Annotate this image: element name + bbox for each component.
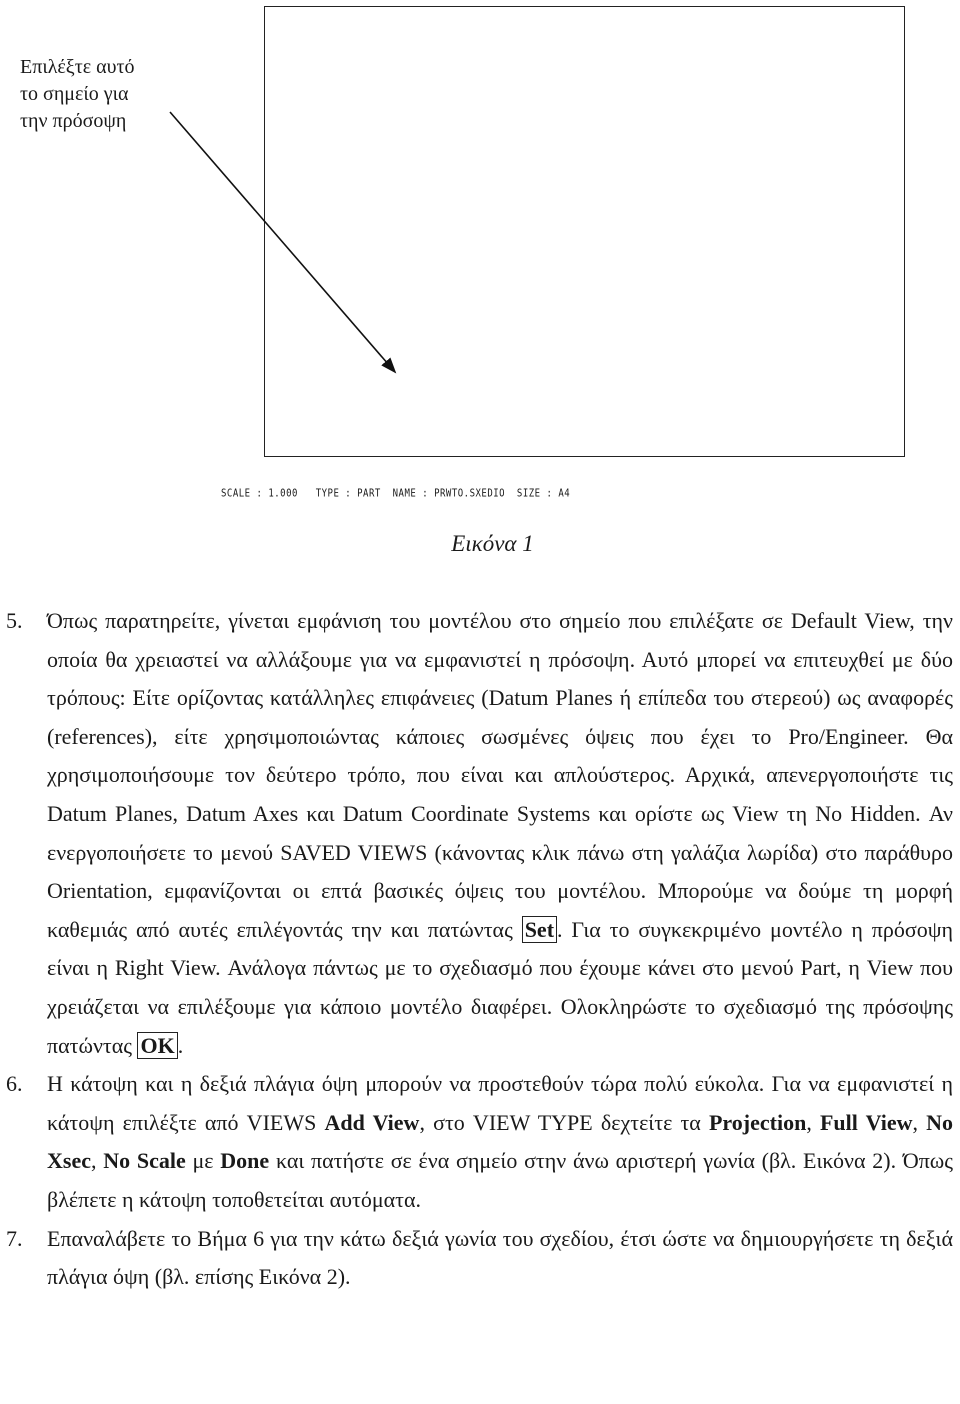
set-button-reference: Set: [522, 916, 557, 943]
step-text-part: ,: [90, 1148, 104, 1174]
menu-command: Full View: [819, 1109, 913, 1135]
figure-caption: Εικόνα 1: [451, 531, 534, 556]
step-text-part: με: [185, 1148, 221, 1174]
ok-button-reference: OK: [137, 1032, 177, 1059]
step-text-part: Η κάτοψη και η δεξιά πλάγια όψη μπορούν να προστεθούν τώρα πολύ εύκολα. Για να εμφανιστεί η κάτοψη επιλέξτε από VIEWS: [47, 1071, 953, 1135]
menu-command: Add View: [324, 1109, 420, 1135]
menu-command: No Scale: [103, 1148, 186, 1174]
step-number: 5.: [6, 608, 23, 633]
step-6: [0, 1065, 960, 1219]
instruction-steps: [0, 602, 960, 1297]
step-7: [0, 1220, 960, 1297]
step-text-part: . Για το συγκεκριμένο μοντέλο η πρόσοψη είναι η Right View. Ανάλογα πάντως με το σχεδιασμό που έχουμε κάνει στο μενού Part, η View που χρειάζεται να επιλέξουμε για κάποιο μοντέλο διαφέρει. Ολοκληρώστε το σχεδιασμό της πρόσοψης πατώντας: [47, 916, 953, 1058]
step-text: [47, 1065, 953, 1219]
menu-command: Done: [220, 1148, 270, 1174]
menu-command: Projection: [708, 1109, 807, 1135]
step-5: [0, 602, 960, 1065]
step-text: Επαναλάβετε το Βήμα 6 για την κάτω δεξιά γωνία του σχεδίου, έτσι ώστε να δημιουργήσετε τη δεξιά πλάγια όψη (βλ. επίσης Εικόνα 2).: [47, 1225, 953, 1290]
menu-command: No Xsec: [47, 1109, 954, 1174]
drawing-status-line: SCALE : 1.000 TYPE : PART NAME : PRWTO.SXEDIO SIZE : A4: [221, 488, 571, 500]
annotation-line: το σημείο για: [20, 83, 129, 105]
step-number: 6.: [6, 1071, 23, 1097]
step-text-part: , στο VIEW TYPE δεχτείτε τα: [419, 1109, 709, 1135]
step-text: [47, 602, 953, 1065]
step-text-part: .: [177, 1032, 184, 1058]
step-number: 7.: [6, 1225, 23, 1251]
step-text-part: ,: [912, 1109, 927, 1135]
annotation-line: την πρόσοψη: [20, 110, 127, 132]
step-text-part: και πατήστε σε ένα σημείο στην άνω αριστερή γωνία (βλ. Εικόνα 2). Όπως βλέπετε η κάτοψη τοποθετείται αυτόματα.: [47, 1148, 953, 1212]
step-text-part: Όπως παρατηρείτε, γίνεται εμφάνιση του μοντέλου στο σημείο που επιλέξατε σε Default View, την οποία θα χρειαστεί να αλλάξουμε για να εμφανιστεί η πρόσοψη. Αυτό μπορεί να επιτευχθεί με δύο τρόπους: Είτε ορίζοντας κατάλληλες επιφάνειες (Datum Planes ή επίπεδα του στερεού) ως αναφορές (references), είτε χρησιμοποιώντας κάποιες σωσμένες όψεις που έχει το Pro/Engineer. Θα χρησιμοποιήσουμε τον δεύτερο τρόπο, που είναι και απλούστερος. Αρχικά, απενεργοποιήστε τις Datum Planes, Datum Axes και Datum Coordinate Systems και ορίστε ως View τη No Hidden. Αν ενεργοποιήσετε το μενού SAVED VIEWS (κάνοντας κλικ πάνω στη γαλάζια λωρίδα) στο παράθυρο Orientation, εμφανίζονται οι επτά βασικές όψεις του μοντέλου. Μπορούμε να δούμε τη μορφή καθεμιάς από αυτές επιλέγοντάς την και πατώντας: [47, 608, 953, 942]
arrow-line: [170, 112, 395, 372]
annotation-line: Επιλέξτε αυτό: [20, 56, 135, 78]
step-text-part: ,: [806, 1109, 820, 1135]
